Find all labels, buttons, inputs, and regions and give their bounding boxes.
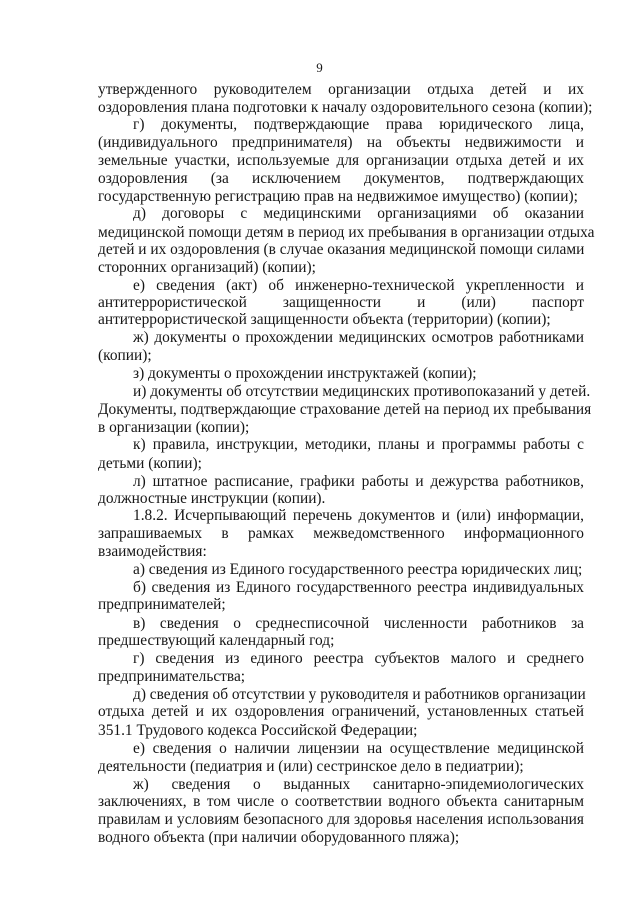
text-line: предпринимательства; (98, 668, 246, 685)
text-line: утвержденного руководителем организации отдыха детей и их (98, 81, 584, 98)
text-line: деятельности (педиатрия и (или) сестринское дело в педиатрии); (98, 758, 524, 775)
text-line: и) документы об отсутствии медицинских противопоказаний у детей. (133, 383, 591, 400)
text-line: водного объекта (при наличии оборудованного пляжа); (98, 829, 460, 846)
text-line: антитеррористической защищенности и (или) паспорт (98, 294, 584, 311)
text-line: (копии); (98, 347, 152, 364)
text-line: л) штатное расписание, графики работы и дежурства работников, (133, 473, 584, 490)
text-line: медицинской помощи детям в период их пребывания в организации отдыха (98, 224, 595, 241)
text-line: правилам и условиям безопасного для здоровья населения использования (98, 811, 584, 828)
text-line: должностные инструкции (копии). (98, 490, 326, 507)
text-line: запрашиваемых в рамках межведомственного информационного (98, 525, 584, 542)
text-line: детей и их оздоровления (в случае оказания медицинской помощи силами (98, 241, 585, 258)
text-line: ж) документы о прохождении медицинских осмотров работниками (133, 329, 584, 346)
text-line: г) документы, подтверждающие права юридического лица, (133, 116, 584, 133)
text-line: ж) сведения о выданных санитарно-эпидемиологических (133, 776, 584, 793)
text-line: взаимодействия: (98, 543, 207, 560)
text-line: заключениях, в том числе о соответствии водного объекта санитарным (98, 793, 584, 810)
text-line: оздоровления плана подготовки к началу оздоровительного сезона (копии); (98, 99, 593, 116)
text-line: предшествующий календарный год; (98, 632, 335, 649)
text-line: антитеррористической защищенности объекта (территории) (копии); (98, 311, 551, 328)
page-number: 9 (316, 60, 323, 75)
text-line: 351.1 Трудового кодекса Российской Федерации; (98, 722, 418, 739)
text-line: б) сведения из Единого государственного реестра индивидуальных (133, 579, 584, 596)
text-line: г) сведения из единого реестра субъектов малого и среднего (133, 650, 584, 667)
text-line: предпринимателей; (98, 596, 226, 613)
text-line: е) сведения (акт) об инженерно-технической укрепленности и (133, 277, 584, 294)
text-line: е) сведения о наличии лицензии на осуществление медицинской (133, 740, 584, 757)
text-line: земельные участки, используемые для организации отдыха детей и их (98, 152, 584, 169)
text-line: отдыха детей и их оздоровления ограничений, установленных статьей (98, 703, 584, 720)
text-line: оздоровления (за исключением документов, подтверждающих (98, 170, 584, 187)
text-line: (индивидуального предпринимателя) на объекты недвижимости и (98, 134, 584, 151)
text-line: Документы, подтверждающие страхование детей на период их пребывания (98, 401, 592, 418)
text-line: государственную регистрацию прав на недвижимое имущество) (копии); (98, 188, 578, 205)
text-line: д) договоры с медицинскими организациями об оказании (133, 205, 584, 222)
text-line: 1.8.2. Исчерпывающий перечень документов и (или) информации, (133, 507, 584, 524)
text-line: в организации (копии); (98, 419, 250, 436)
text-line: а) сведения из Единого государственного реестра юридических лиц; (133, 561, 583, 578)
text-line: з) документы о прохождении инструктажей (копии); (133, 365, 477, 382)
text-line: сторонних организаций) (копии); (98, 259, 316, 276)
text-line: детьми (копии); (98, 455, 202, 472)
text-line: д) сведения об отсутствии у руководителя и работников организации (133, 686, 586, 703)
text-line: в) сведения о среднесписочной численности работников за (133, 615, 584, 632)
text-line: к) правила, инструкции, методики, планы и программы работы с (133, 436, 584, 453)
